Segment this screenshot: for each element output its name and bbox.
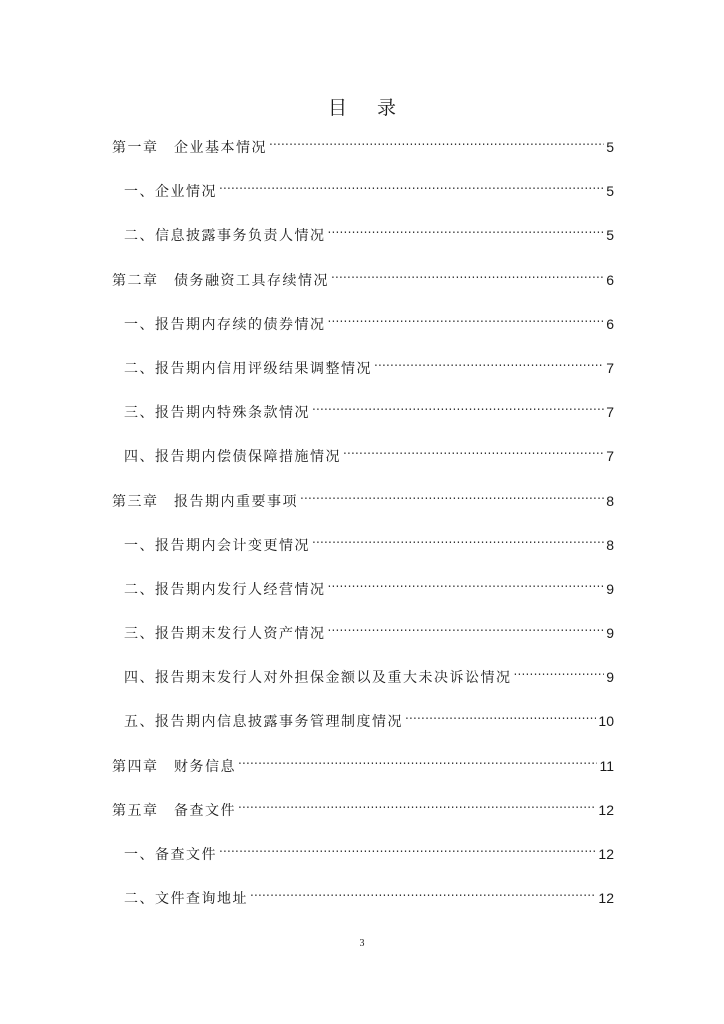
toc-entry-page-number: 12: [598, 890, 614, 907]
dot-leader: [328, 307, 605, 329]
dot-leader: [405, 704, 596, 726]
toc-entry-section-1-1[interactable]: [112, 174, 614, 201]
toc-entry-label: 二、信息披露事务负责人情况: [124, 228, 326, 245]
toc-entry-label: 一、报告期内存续的债券情况: [124, 316, 326, 333]
toc-entry-section-3-1[interactable]: [112, 528, 614, 554]
toc-entry-label: 三、报告期末发行人资产情况: [124, 626, 326, 643]
toc-entry-label: 二、文件查询地址: [124, 891, 248, 908]
toc-entry-section-2-4[interactable]: [112, 439, 614, 466]
toc-entry-label: 二、报告期内信用评级结果调整情况: [124, 360, 372, 377]
toc-entry-label: 一、企业情况: [124, 184, 217, 201]
toc-entry-section-2-1[interactable]: [112, 307, 614, 333]
toc-entry-page-number: 6: [606, 271, 614, 288]
toc-entry-page-number: 9: [606, 580, 614, 597]
toc-entry-page-number: 7: [606, 448, 614, 465]
toc-entry-page-number: 12: [598, 801, 614, 818]
toc-entry-label: 一、报告期内会计变更情况: [124, 537, 310, 554]
dot-leader: [328, 616, 605, 638]
toc-entry-label: 三、报告期内特殊条款情况: [124, 405, 310, 422]
toc-entry-chapter-3[interactable]: [112, 484, 614, 510]
dot-leader: [312, 528, 604, 550]
dot-leader: [328, 218, 605, 240]
dot-leader: [219, 174, 604, 196]
toc-entry-section-3-3[interactable]: [112, 616, 614, 643]
toc-title: 目 录: [327, 97, 409, 119]
toc-entry-chapter-4[interactable]: [112, 749, 614, 775]
toc-entry-label: 第三章 报告期内重要事项: [112, 493, 298, 510]
dot-leader: [514, 660, 605, 682]
toc-entry-section-2-2[interactable]: [112, 351, 614, 377]
toc-entry-page-number: 9: [606, 669, 614, 686]
toc-entry-section-3-2[interactable]: [112, 572, 614, 598]
toc-entry-label: 第四章 财务信息: [112, 758, 236, 775]
dot-leader: [300, 484, 604, 506]
toc-entry-label: 第一章 企业基本情况: [112, 140, 267, 156]
dot-leader: [238, 749, 597, 771]
toc-entry-section-5-2[interactable]: [112, 881, 614, 908]
toc-entry-page-number: 11: [599, 757, 614, 774]
toc-entry-section-1-2[interactable]: [112, 218, 614, 245]
toc-entry-label: 五、报告期内信息披露事务管理制度情况: [124, 714, 403, 731]
toc-entry-label: 第二章 债务融资工具存续情况: [112, 272, 329, 289]
toc-entry-section-2-3[interactable]: [112, 395, 614, 422]
dot-leader: [219, 837, 596, 859]
dot-leader: [328, 572, 605, 594]
dot-leader: [343, 439, 604, 461]
dot-leader: [238, 793, 596, 815]
toc-entry-page-number: 12: [598, 846, 614, 862]
toc-entry-page-number: 5: [606, 227, 614, 244]
toc-entry-section-3-5[interactable]: [112, 704, 614, 731]
dot-leader: [250, 881, 596, 903]
toc-entry-page-number: 7: [606, 404, 614, 421]
toc-entry-page-number: 7: [606, 359, 614, 376]
toc-entry-label: 四、报告期末发行人对外担保金额以及重大未决诉讼情况: [124, 670, 512, 687]
toc-entry-page-number: 8: [606, 492, 614, 509]
toc-entry-chapter-1[interactable]: [112, 130, 614, 156]
dot-leader: [312, 395, 604, 417]
toc-entry-page-number: 8: [606, 536, 614, 553]
toc-entry-label: 一、备查文件: [124, 847, 217, 863]
page-number-footer: 3: [359, 938, 365, 949]
toc-entry-label: 四、报告期内偿债保障措施情况: [124, 449, 341, 466]
dot-leader: [269, 130, 604, 152]
toc-entry-page-number: 5: [606, 183, 614, 200]
dot-leader: [374, 351, 604, 373]
toc-entry-page-number: 5: [606, 139, 614, 155]
dot-leader: [331, 263, 604, 285]
toc-entry-label: 二、报告期内发行人经营情况: [124, 581, 326, 598]
toc-entry-page-number: 10: [598, 713, 614, 730]
toc-entry-page-number: 6: [606, 315, 614, 332]
toc-entry-label: 第五章 备查文件: [112, 802, 236, 819]
toc-entry-chapter-2[interactable]: [112, 263, 614, 289]
toc-entry-section-5-1[interactable]: [112, 837, 614, 863]
toc-entry-chapter-5[interactable]: [112, 793, 614, 819]
toc-entry-section-3-4[interactable]: [112, 660, 614, 687]
toc-list: [112, 130, 614, 925]
toc-entry-page-number: 9: [606, 625, 614, 642]
